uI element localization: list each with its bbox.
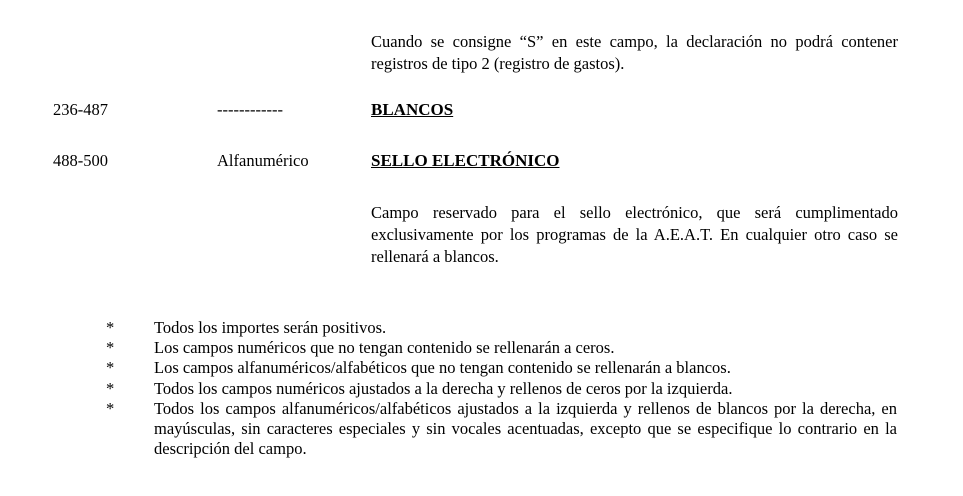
row-type-blancos: ------------ [217, 100, 283, 119]
list-item [102, 379, 902, 399]
row-position-sello: 488-500 [53, 151, 108, 170]
list-item [102, 358, 902, 378]
note-text: Los campos alfanuméricos/alfabéticos que no tengan contenido se rellenarán a blancos. [154, 358, 731, 378]
intro-paragraph: Cuando se consigne “S” en este campo, la declaración no podrá contener registros de tipo 2 (registro de gastos). [371, 32, 898, 73]
row-name-sello: SELLO ELECTRÓNICO [371, 151, 560, 170]
list-item [102, 399, 902, 460]
bullet-asterisk: * [106, 358, 115, 378]
note-text: Los campos numéricos que no tengan contenido se rellenarán a ceros. [154, 338, 615, 358]
bullet-asterisk: * [106, 398, 115, 418]
list-item [102, 338, 902, 358]
bullet-asterisk: * [106, 378, 115, 398]
notes-list [102, 318, 902, 459]
bullet-asterisk: * [106, 338, 115, 358]
note-text: Todos los campos alfanuméricos/alfabéticos ajustados a la izquierda y rellenos de blancos por la derecha, en mayúsculas, sin caracteres especiales y sin vocales acentuadas, excepto que se especifique lo contrario en la descripción del campo. [154, 398, 897, 459]
note-text: Todos los campos numéricos ajustados a la derecha y rellenos de ceros por la izquierda. [154, 378, 733, 398]
seal-description: Campo reservado para el sello electrónico, que será cumplimentado exclusivamente por los programas de la A.E.A.T. En cualquier otro caso se rellenará a blancos. [371, 203, 898, 266]
list-item [102, 318, 902, 338]
row-type-sello: Alfanumérico [217, 151, 309, 170]
row-name-blancos: BLANCOS [371, 100, 454, 119]
row-position-blancos: 236-487 [53, 100, 108, 119]
bullet-asterisk: * [106, 318, 115, 337]
note-text: Todos los importes serán positivos. [154, 318, 387, 337]
